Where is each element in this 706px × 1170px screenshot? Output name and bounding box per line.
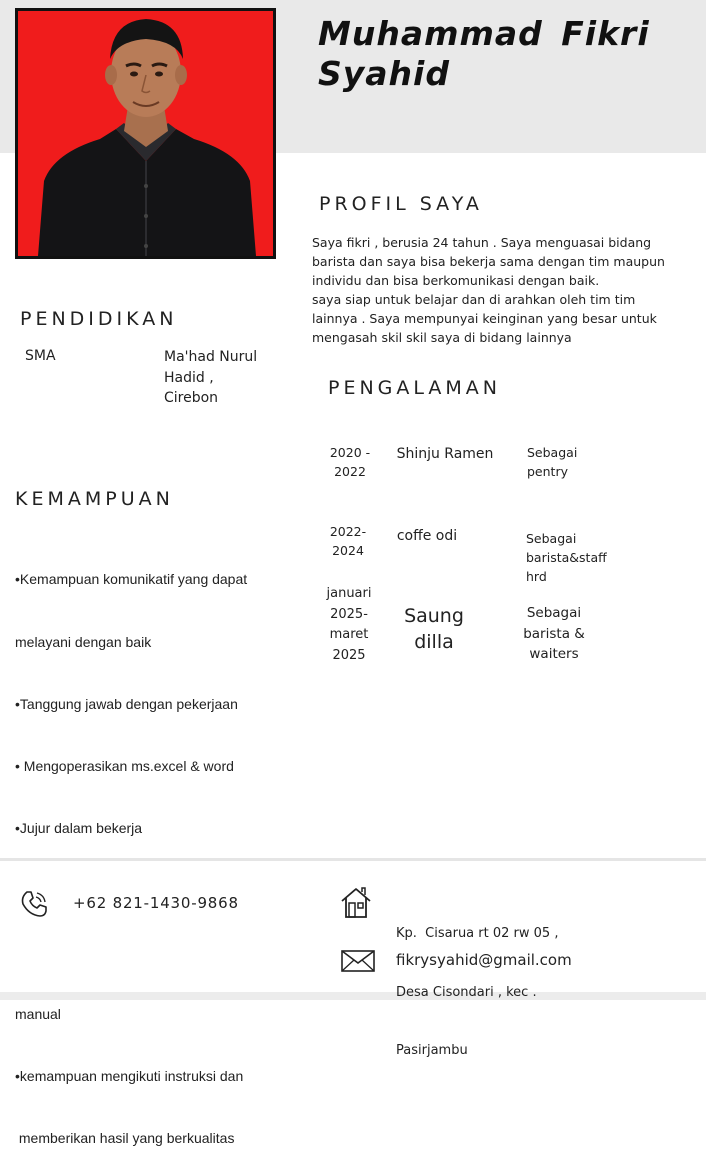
profile-line: lainnya . Saya mempunyai keinginan yang besar untuk (312, 311, 657, 326)
education-heading: PENDIDIKAN (20, 308, 178, 330)
education-level: SMA (25, 348, 56, 364)
experience-period (318, 584, 380, 666)
place-line: Shinju Ramen (396, 446, 494, 462)
experience-period (322, 443, 378, 481)
skill-line: •Kemampuan komunikatif yang dapat (15, 571, 248, 588)
role-line: Sebagai (526, 605, 582, 621)
skill-line: •Tanggung jawab dengan pekerjaan (15, 695, 238, 712)
skills-list (15, 528, 305, 1170)
experience-role (527, 443, 577, 481)
period-line: 2025- (330, 606, 368, 622)
place-line: Saung (404, 605, 464, 627)
phone-number: +62 821-1430-9868 (73, 894, 239, 912)
profile-line: Saya fikri , berusia 24 tahun . Saya menguasai bidang (312, 235, 652, 250)
skill-line: melayani dengan baik (15, 633, 152, 650)
person-portrait (18, 11, 273, 256)
profile-text (312, 233, 702, 347)
period-line: 2024 (332, 543, 364, 558)
period-line: januari (326, 586, 372, 601)
role-line: hrd (526, 569, 547, 584)
role-line: Sebagai (526, 531, 577, 546)
period-line: maret (329, 627, 369, 642)
envelope-icon (341, 950, 375, 972)
address-line: Kp. Cisarua rt 02 rw 05 , (396, 926, 559, 941)
school-line: Hadid , (164, 369, 214, 386)
period-line: 2022 (334, 464, 366, 479)
skill-line: • Mengoperasikan ms.excel & word (15, 757, 234, 774)
profile-line: saya siap untuk belajar dan di arahkan oleh tim tim (312, 292, 636, 307)
role-line: barista & (523, 625, 585, 642)
experience-period (320, 522, 376, 560)
profile-line: mengasah skil skil saya di bidang lainnya (312, 330, 572, 345)
period-line: 2025 (332, 647, 366, 663)
school-line: Cirebon (164, 390, 219, 406)
role-line: pentry (527, 464, 568, 479)
role-line: barista&staff (526, 550, 607, 565)
address-line: Desa Cisondari , kec . (396, 984, 537, 1000)
experience-role (514, 603, 594, 665)
role-line: waiters (529, 646, 579, 662)
skill-line: memberikan hasil yang berkualitas (15, 1130, 235, 1147)
experience-place (390, 446, 500, 462)
experience-place (384, 528, 470, 544)
school-line: Ma'had Nurul (164, 349, 258, 365)
role-line: Sebagai (527, 445, 578, 460)
address (396, 885, 558, 1080)
full-name: Muhammad Fikri Syahid (318, 14, 650, 93)
period-line: 2020 - (329, 445, 371, 460)
profile-heading: PROFIL SAYA (319, 193, 483, 215)
education-school (164, 347, 257, 409)
profile-photo (15, 8, 276, 259)
experience-heading: PENGALAMAN (328, 377, 502, 399)
skill-line: •kemampuan mengikuti instruksi dan (15, 1068, 244, 1085)
experience-role (526, 529, 607, 586)
skills-heading: KEMAMPUAN (15, 488, 174, 510)
phone-icon (19, 889, 49, 919)
house-icon (340, 886, 372, 920)
place-line: dilla (414, 631, 454, 653)
footer-bottom-band (0, 992, 706, 1000)
experience-place (394, 603, 474, 655)
contact-footer (0, 858, 706, 995)
profile-line: barista dan saya bisa bekerja sama dengan tim maupun (312, 254, 665, 269)
email-address: fikrysyahid@gmail.com (396, 951, 572, 969)
period-line: 2022- (329, 524, 367, 539)
profile-line: individu dan bisa berkomunikasi dengan baik. (312, 273, 600, 288)
address-line: Pasirjambu (396, 1043, 468, 1058)
skill-line: •Jujur dalam bekerja (15, 819, 143, 836)
place-line: coffe odi (396, 528, 458, 544)
skill-line: manual (15, 1006, 61, 1023)
